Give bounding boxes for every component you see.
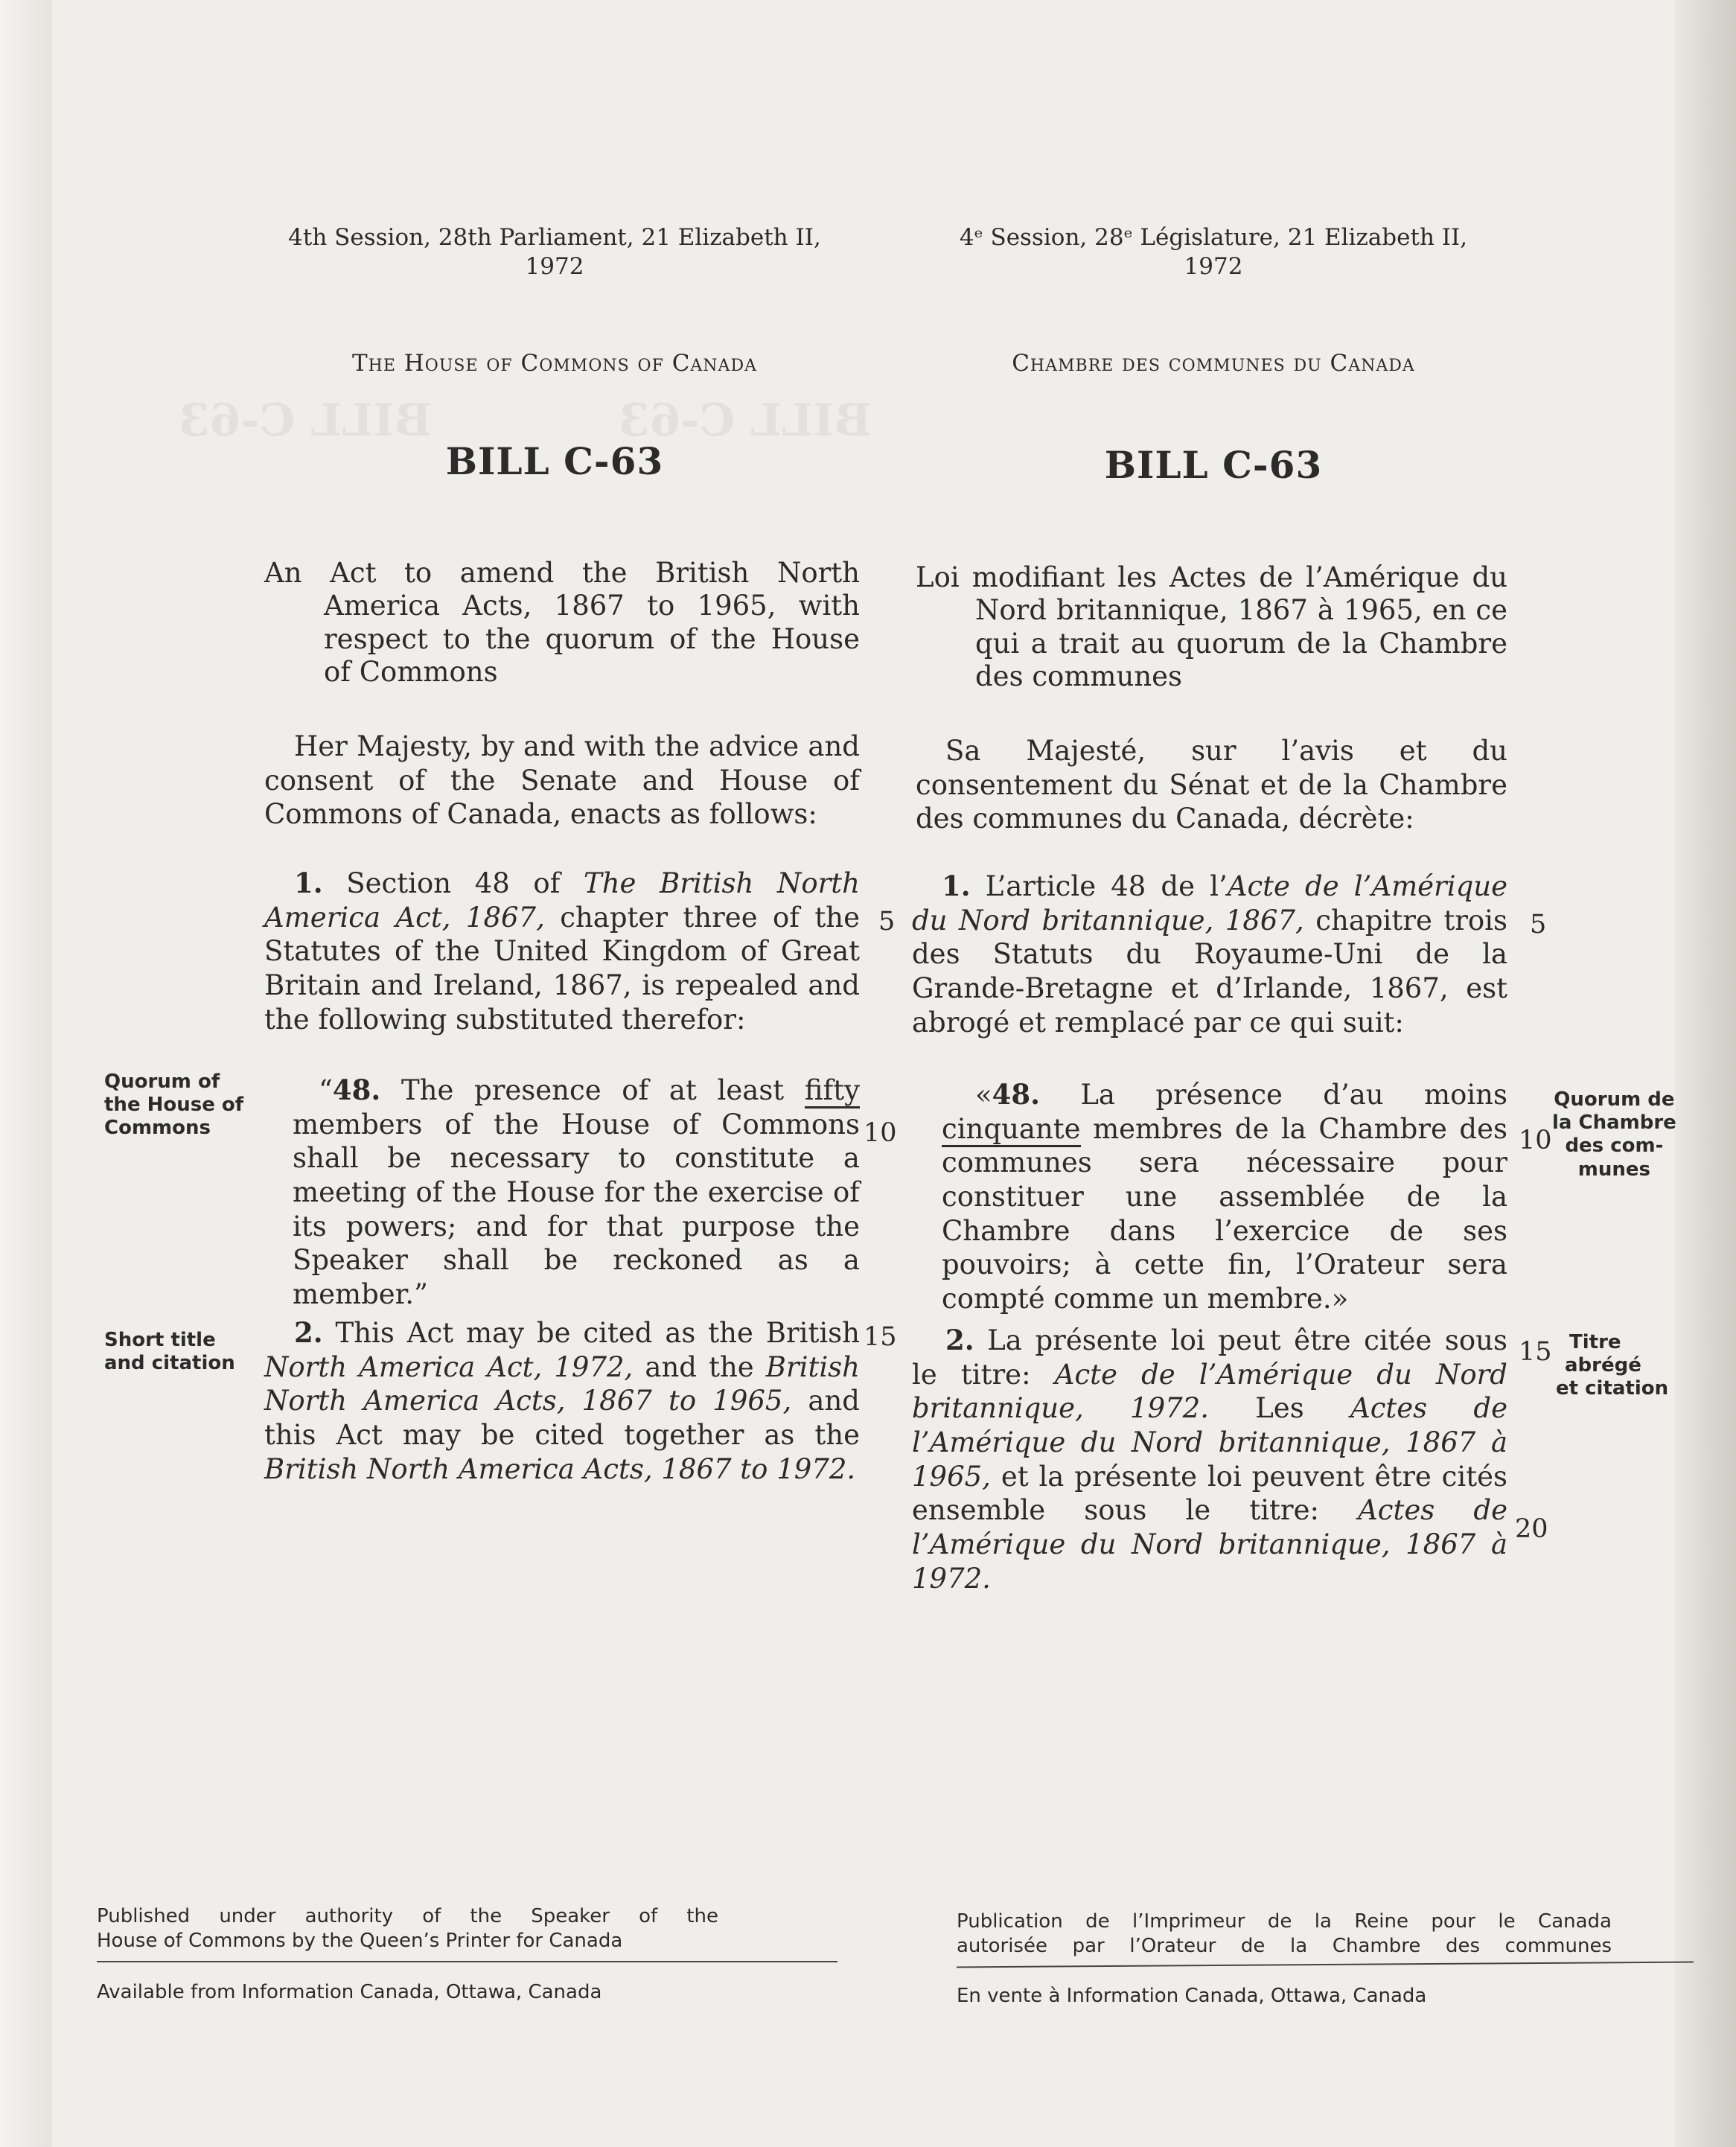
act-name: The British North America Act, 1867, [264,867,860,934]
margin-line: Titre [1569,1331,1621,1353]
session-line: 4ᵉ Session, 28ᵉ Législature, 21 Elizabeth II, [959,224,1468,251]
section-number: 1. [294,867,323,899]
section-text: chapitre trois des Statuts du Royaume-Uni de la Grande-Bretagne et d’Irlande, 1867, est abrogé et remplacé par ce qui suit: [912,904,1507,1039]
section-number: 2. [294,1316,323,1349]
footer-available-en: Available from Information Canada, Ottawa, Canada [97,1981,602,2003]
session-header-fr [904,223,1522,281]
margin-line: la Chambre [1552,1111,1676,1135]
section-text: Les [1208,1392,1350,1425]
title-line: of Commons [324,656,498,689]
footer-line: House of Commons by the Queen’s Printer for Canada [97,1929,623,1952]
margin-note-quorum-en [104,1071,243,1141]
page-edge-right [1675,0,1736,2147]
margin-line: Quorum of [104,1071,220,1093]
enacting-clause-fr [916,734,1507,836]
session-header-en [246,223,864,281]
section-text: membres de la Chambre des communes sera nécessaire pour constituer une assemblée de la Chambre dans l’exercice de ses pouvoirs; à cette fin, l’Orateur sera compté comme un membre.» [942,1112,1507,1315]
title-line: qui a trait au quorum de la Chambre [975,627,1507,660]
margin-line: Quorum de [1554,1088,1675,1111]
section-48-en [293,1074,860,1312]
section-1-fr [912,870,1507,1039]
session-year: 1972 [1184,252,1243,280]
line-number: 20 [1515,1514,1548,1544]
section-text: This Act may be cited as the British [322,1317,860,1349]
underlined-word: cinquante [942,1113,1081,1147]
section-48-fr [942,1078,1507,1316]
bleed-through-ghost: BILL C-63 BILL C-63 [179,395,872,447]
act-name: Actes de l’Amérique du Nord britannique, 1867 à 1972. [912,1494,1507,1595]
section-1-en [264,867,860,1036]
margin-line: and citation [104,1352,235,1375]
title-line: An Act to amend the British North [264,557,860,589]
act-name: Acte de l’Amérique du Nord britannique, 1972. [912,1358,1507,1425]
section-2-fr [912,1324,1507,1596]
section-text: chapter three of the Statutes of the United Kingdom of Great Britain and Ireland, 1867, is repealed and the following substituted therefor: [264,901,860,1036]
margin-line: munes [1577,1158,1651,1181]
enacting-text: Her Majesty, by and with the advice and consent of the Senate and House of Commons of Canada, enacts as follows: [264,730,860,831]
footer-published-fr [957,1910,1612,1958]
footer-line: Published under authority of the Speaker of the [97,1905,718,1927]
section-text: La présence d’au moins [1040,1079,1507,1111]
title-line: respect to the quorum of the House [324,622,860,655]
bill-number-en: BILL C-63 [445,439,664,483]
margin-note-quorum-fr [1552,1088,1676,1181]
title-line: Nord britannique, 1867 à 1965, en ce [975,594,1507,627]
section-number: 48. [992,1078,1041,1111]
house-name-fr: Chambre des communes du Canada [1012,350,1415,377]
session-year: 1972 [525,252,584,280]
footer-line: autorisée par l’Orateur de la Chambre des communes [957,1934,1612,1957]
bill-title-en [264,557,860,689]
section-number: 2. [945,1324,974,1356]
underlined-word: fifty [805,1074,860,1108]
act-name: Acte de l’Amérique du Nord britannique, 1867, [912,870,1507,937]
act-name: Actes de l’Amérique du Nord britannique, 1867 à 1965, [912,1392,1508,1493]
margin-note-short-title-en [104,1329,235,1375]
act-name: North America Act, 1972, [264,1350,634,1383]
section-text: members of the House of Commons shall be necessary to constitute a meeting of the House for the exercise of its powers; and for that purpose the Speaker shall be reckoned as a member.” [293,1108,860,1311]
section-text: The presence of at least [380,1074,805,1106]
line-number: 5 [878,907,896,937]
section-text: et la présente loi peuvent être cités ensemble sous le titre: [912,1460,1507,1527]
margin-line: des com- [1565,1135,1664,1158]
bill-title-fr [916,561,1507,694]
margin-line: Short title [104,1329,216,1351]
footer-line: Publication de l’Imprimeur de la Reine pour le Canada [957,1910,1612,1933]
open-quote: « [975,1079,992,1111]
line-number: 15 [864,1322,897,1352]
enacting-text: Sa Majesté, sur l’avis et du consentement du Sénat et de la Chambre des communes du Canada, décrète: [916,735,1507,835]
section-number: 1. [942,870,971,902]
margin-line: et citation [1556,1377,1669,1400]
margin-line: the House of [104,1094,244,1117]
title-line: Loi modifiant les Actes de l’Amérique du [916,561,1507,593]
act-name: British North America Acts, 1867 to 1972. [264,1452,856,1485]
session-line: 4th Session, 28th Parliament, 21 Elizabeth II, [288,224,821,251]
title-line: America Acts, 1867 to 1965, with [324,590,860,622]
margin-note-short-title-fr [1556,1331,1668,1401]
line-number: 10 [1519,1126,1552,1155]
page-edge-left [0,0,52,2147]
title-line: des communes [975,660,1183,693]
footer-published-en [97,1904,718,1953]
house-name-en: The House of Commons of Canada [352,350,757,377]
section-2-en [264,1316,860,1486]
line-number: 10 [864,1118,897,1148]
section-text: L’article 48 de l’ [970,870,1228,902]
section-text: and this Act may be cited together as the [264,1385,860,1452]
line-number: 15 [1519,1337,1552,1367]
bill-number-fr: BILL C-63 [1104,443,1323,487]
line-number: 5 [1530,910,1547,939]
section-number: 48. [332,1074,381,1106]
footer-rule-fr [957,1962,1694,1968]
section-text: La présente loi peut être citée sous le titre: [912,1324,1507,1391]
margin-line: Commons [104,1117,211,1140]
enacting-clause-en [264,730,860,832]
open-quote: “ [319,1074,333,1106]
section-text: Section 48 of [322,867,584,899]
act-name: British North America Acts, 1867 to 1965, [264,1350,860,1417]
footer-available-fr: En vente à Information Canada, Ottawa, Canada [957,1985,1427,2007]
section-text: and the [633,1350,766,1383]
footer-rule-en [97,1961,837,1962]
margin-line: abrégé [1565,1354,1641,1377]
